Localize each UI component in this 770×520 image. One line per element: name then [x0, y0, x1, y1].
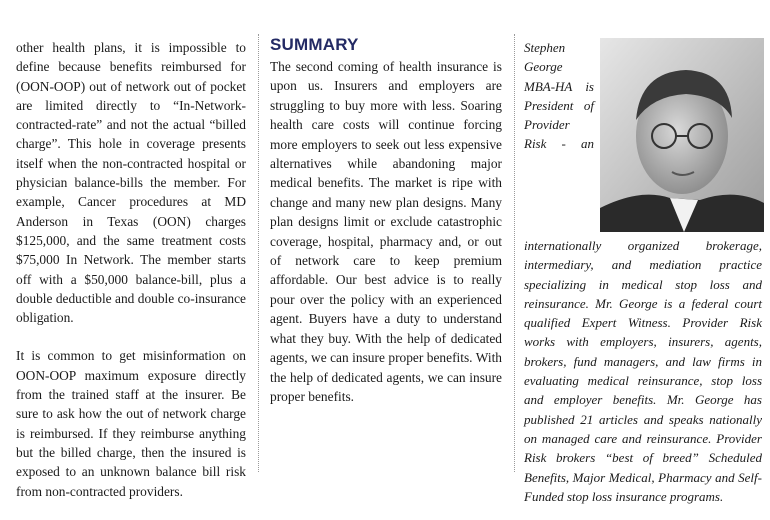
author-photo — [600, 38, 764, 232]
summary-paragraph: The second coming of health insurance is upon us. Insurers and employers are struggling to buy more with less. Soaring health care costs will continue forcing more employers to seek out less expensive alternatives while abandoning major medical benefits. The market is ripe with change and many new plan designs. Many plan designs limit or exclude catastrophic coverage, hospital, pharmacy and, or out of network care to keep premium affordable. Our best advice is to really pour over the policy with an experienced agent. Buyers have a duty to understand what they buy. With the help of dedicated agents, we can insure proper benefits. With the help of dedicated agents, we can insure proper benefits. — [270, 59, 502, 404]
article-column-1 — [16, 38, 246, 520]
author-portrait-image — [600, 38, 764, 232]
summary-column — [270, 34, 502, 406]
column-divider — [258, 34, 259, 472]
author-bio-column — [524, 38, 762, 506]
column1-paragraph-1: other health plans, it is impossible to define because benefits reimbursed for (OON-OOP) out of network out of pocket are limited directly to “In-Network-contracted-rate” and not the actual “billed charge”. This hole in coverage presents itself when the non-contracted hospital or physician balance-bills the member. For example, Cancer procedures at MD Anderson in Texas (OON) charges $125,000, and the same treatment costs $75,000 In Network. The member starts off with a $50,000 balance-bill, plus a double deductible and double co-insurance obligation. — [16, 40, 246, 326]
column-divider — [514, 34, 515, 472]
summary-heading: SUMMARY — [270, 35, 359, 54]
author-bio-text: Stephen George MBA-HA is President of Provider Risk - an internationally organized brokerage, intermediary, and mediation practice specializing in medical stop loss and reinsurance. Mr. George is a federal court qualified Expert Witness. Provider Risk works with employers, insurers, agents, brokers, fund managers, and law firms in evaluating medical reinsurance, stop loss and employer benefits. Mr. George has published 21 articles and speaks nationally on managed care and reinsurance. Provider Risk brokers “best of breed” Scheduled Benefits, Major Medical, Pharmacy and Self-Funded stop loss insurance programs. — [524, 40, 762, 504]
column1-paragraph-2: It is common to get misinformation on OON-OOP maximum exposure directly from the trained staff at the insurer. Be sure to ask how the out of network charge is reimbursed. If they reimburse anything but the billed charge, then the insured is exposed to an unknown balance bill risk from non-contracted providers. — [16, 348, 246, 499]
